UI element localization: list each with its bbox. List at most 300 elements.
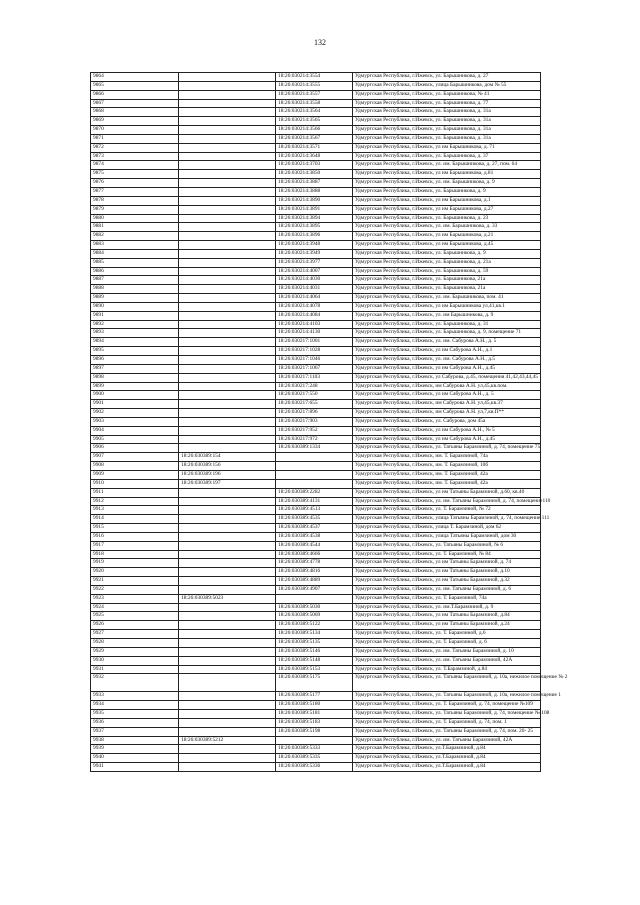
land-cadastral-number-cell bbox=[179, 692, 276, 701]
table-row bbox=[91, 692, 541, 701]
object-cadastral-number-cell: 18:26:030389:5181 bbox=[276, 710, 353, 719]
address-cell: Удмуртская Республика, г.Ижевск, улица Татьяны Барамзиной, д. 74, помещение 111 bbox=[353, 515, 541, 524]
object-cadastral-number-cell: 18:26:030214:4031 bbox=[276, 285, 353, 294]
object-cadastral-number-cell: 18:26:030214:3567 bbox=[276, 134, 353, 143]
land-cadastral-number-cell bbox=[179, 126, 276, 135]
table-row bbox=[91, 400, 541, 409]
address-cell: Удмуртская Республика, г.Ижевск, ул им Барышникова, д.27 bbox=[353, 205, 541, 214]
address-cell: Удмуртская Республика, г.Ижевск, улица Барышникова, дом № 55 bbox=[353, 81, 541, 90]
address-cell: Удмуртская Республика, г.Ижевск, ул.Т.Барамзиной, д.84 bbox=[353, 745, 541, 754]
land-cadastral-number-cell bbox=[179, 329, 276, 338]
object-cadastral-number-cell: 18:26:030389:5198 bbox=[276, 727, 353, 736]
object-cadastral-number-cell: 18:26:030217:1103 bbox=[276, 373, 353, 382]
land-cadastral-number-cell bbox=[179, 187, 276, 196]
land-cadastral-number-cell bbox=[179, 285, 276, 294]
object-cadastral-number-cell: 18:26:030214:3571 bbox=[276, 143, 353, 152]
land-cadastral-number-cell bbox=[179, 674, 276, 692]
row-number-cell: 9877 bbox=[91, 187, 179, 196]
object-cadastral-number-cell: 18:26:030217:550 bbox=[276, 391, 353, 400]
address-cell: Удмуртская Республика, г.Ижевск, ул им Татьяны Барамзиной, д.60, кв.40 bbox=[353, 488, 541, 497]
land-cadastral-number-cell bbox=[179, 73, 276, 82]
registry-table bbox=[90, 72, 568, 772]
land-cadastral-number-cell bbox=[179, 347, 276, 356]
object-cadastral-number-cell: 18:26:030389:5069 bbox=[276, 612, 353, 621]
table-row bbox=[91, 656, 541, 665]
table-row bbox=[91, 108, 541, 117]
table-row bbox=[91, 117, 541, 126]
address-cell: Удмуртская Республика, г.Ижевск, ул. Барышникова, д. 31а bbox=[353, 134, 541, 143]
table-row bbox=[91, 497, 541, 506]
row-number-cell: 9866 bbox=[91, 90, 179, 99]
row-number-cell: 9941 bbox=[91, 763, 179, 772]
address-cell: Удмуртская Республика, г.Ижевск, ул. Т. Барамзиной, № 72 bbox=[353, 506, 541, 515]
address-cell: Удмуртская Республика, г.Ижевск, ул. Барышникова, № 41 bbox=[353, 90, 541, 99]
address-cell: Удмуртская Республика, г.Ижевск, им Сабурова А.Н. ул,45,кв.пом. bbox=[353, 382, 541, 391]
row-number-cell: 9919 bbox=[91, 559, 179, 568]
land-cadastral-number-cell bbox=[179, 356, 276, 365]
address-cell: Удмуртская Республика, г.Ижевск, ул им Татьяны Барамзиной, д.10 bbox=[353, 568, 541, 577]
table-row bbox=[91, 214, 541, 223]
land-cadastral-number-cell bbox=[179, 258, 276, 267]
address-cell: Удмуртская Республика, г.Ижевск, им. Т. Барамзиной, 42а bbox=[353, 470, 541, 479]
row-number-cell: 9888 bbox=[91, 285, 179, 294]
table-row bbox=[91, 196, 541, 205]
land-cadastral-number-cell bbox=[179, 710, 276, 719]
address-cell: Удмуртская Республика, г.Ижевск, им Сабурова А.Н. ул,7,кв.П** bbox=[353, 409, 541, 418]
row-number-cell: 9892 bbox=[91, 320, 179, 329]
object-cadastral-number-cell: 18:26:030389:4513 bbox=[276, 506, 353, 515]
row-number-cell: 9889 bbox=[91, 294, 179, 303]
table-row bbox=[91, 276, 541, 285]
address-cell: Удмуртская Республика, г.Ижевск, ул. Барышникова, д. 59 bbox=[353, 267, 541, 276]
table-row bbox=[91, 347, 541, 356]
row-number-cell: 9925 bbox=[91, 612, 179, 621]
object-cadastral-number-cell: 18:26:030214:4030 bbox=[276, 276, 353, 285]
table-row bbox=[91, 285, 541, 294]
object-cadastral-number-cell: 18:26:030389:4889 bbox=[276, 577, 353, 586]
land-cadastral-number-cell bbox=[179, 444, 276, 453]
page-number: 132 bbox=[314, 38, 326, 47]
row-number-cell: 9926 bbox=[91, 621, 179, 630]
land-cadastral-number-cell: 18:26:030389:154 bbox=[179, 453, 276, 462]
row-number-cell: 9937 bbox=[91, 727, 179, 736]
address-cell: Удмуртская Республика, г.Ижевск, ул. им Барышникова, д. 9 bbox=[353, 311, 541, 320]
row-number-cell: 9868 bbox=[91, 108, 179, 117]
row-number-cell: 9867 bbox=[91, 99, 179, 108]
row-number-cell: 9906 bbox=[91, 444, 179, 453]
table-row bbox=[91, 470, 541, 479]
row-number-cell: 9933 bbox=[91, 692, 179, 701]
table-row bbox=[91, 179, 541, 188]
land-cadastral-number-cell bbox=[179, 524, 276, 533]
table-row bbox=[91, 152, 541, 161]
row-number-cell: 9923 bbox=[91, 594, 179, 603]
object-cadastral-number-cell: 18:26:030389:5153 bbox=[276, 665, 353, 674]
address-cell: Удмуртская Республика, г.Ижевск, ул. Т.Барамзиной, д.84 bbox=[353, 665, 541, 674]
object-cadastral-number-cell bbox=[276, 479, 353, 488]
object-cadastral-number-cell: 18:26:030217:903 bbox=[276, 417, 353, 426]
row-number-cell: 9913 bbox=[91, 506, 179, 515]
table-row bbox=[91, 205, 541, 214]
land-cadastral-number-cell bbox=[179, 90, 276, 99]
object-cadastral-number-cell: 18:26:030214:3887 bbox=[276, 179, 353, 188]
object-cadastral-number-cell: 18:26:030214:3554 bbox=[276, 73, 353, 82]
table-row bbox=[91, 603, 541, 612]
object-cadastral-number-cell: 18:26:030214:4130 bbox=[276, 329, 353, 338]
land-cadastral-number-cell bbox=[179, 585, 276, 594]
address-cell: Удмуртская Республика, г.Ижевск, ул им Сабурова А.Н., д.1 bbox=[353, 347, 541, 356]
table-row bbox=[91, 143, 541, 152]
object-cadastral-number-cell: 18:26:030389:5135 bbox=[276, 639, 353, 648]
land-cadastral-number-cell bbox=[179, 232, 276, 241]
land-cadastral-number-cell bbox=[179, 320, 276, 329]
address-cell: Удмуртская Республика, г.Ижевск, ул. Т. Барамзиной, д. 74, пом. 1 bbox=[353, 718, 541, 727]
land-cadastral-number-cell bbox=[179, 639, 276, 648]
address-cell: Удмуртская Республика, г.Ижевск, им. Т. Барамзиной, 74а bbox=[353, 453, 541, 462]
land-cadastral-number-cell bbox=[179, 152, 276, 161]
table-row bbox=[91, 382, 541, 391]
address-cell: Удмуртская Республика, г.Ижевск, ул. Татьяны Барамзиной, № 6 bbox=[353, 541, 541, 550]
table-row bbox=[91, 479, 541, 488]
table-row bbox=[91, 639, 541, 648]
object-cadastral-number-cell: 18:26:030389:5177 bbox=[276, 692, 353, 701]
address-cell: Удмуртская Республика, г.Ижевск, ул. Татьяны Барамзиной, д. 74, пом. 20- 25 bbox=[353, 727, 541, 736]
row-number-cell: 9902 bbox=[91, 409, 179, 418]
object-cadastral-number-cell: 18:26:030214:3948 bbox=[276, 241, 353, 250]
address-cell: Удмуртская Республика, г.Ижевск, ул. им. Татьяны Барамзиной, д. 10 bbox=[353, 647, 541, 656]
row-number-cell: 9882 bbox=[91, 232, 179, 241]
land-cadastral-number-cell bbox=[179, 143, 276, 152]
address-cell: Удмуртская Республика, г.Ижевск, ул Сабурова, д.45, помещения 41,42,43,44,45 bbox=[353, 373, 541, 382]
row-number-cell: 9904 bbox=[91, 426, 179, 435]
table-row bbox=[91, 161, 541, 170]
land-cadastral-number-cell bbox=[179, 267, 276, 276]
address-cell: Удмуртская Республика, г.Ижевск, ул им Сабурова А.Н., д.45 bbox=[353, 435, 541, 444]
table-row bbox=[91, 99, 541, 108]
object-cadastral-number-cell: 18:26:030214:4078 bbox=[276, 302, 353, 311]
table-row bbox=[91, 630, 541, 639]
row-number-cell: 9918 bbox=[91, 550, 179, 559]
table-row bbox=[91, 302, 541, 311]
row-number-cell: 9915 bbox=[91, 524, 179, 533]
address-cell: Удмуртская Республика, г.Ижевск, им Сабурова А.Н. ул,45,кв.37 bbox=[353, 400, 541, 409]
table-row bbox=[91, 90, 541, 99]
table-row bbox=[91, 745, 541, 754]
row-number-cell: 9898 bbox=[91, 373, 179, 382]
object-cadastral-number-cell: 18:26:030214:3888 bbox=[276, 187, 353, 196]
table-row bbox=[91, 73, 541, 82]
row-number-cell: 9908 bbox=[91, 462, 179, 471]
land-cadastral-number-cell bbox=[179, 488, 276, 497]
land-cadastral-number-cell bbox=[179, 630, 276, 639]
address-cell: Удмуртская Республика, г.Ижевск, ул им Барышникова, д.81 bbox=[353, 170, 541, 179]
row-number-cell: 9914 bbox=[91, 515, 179, 524]
object-cadastral-number-cell: 18:26:030214:3566 bbox=[276, 126, 353, 135]
table-row bbox=[91, 329, 541, 338]
row-number-cell: 9899 bbox=[91, 382, 179, 391]
object-cadastral-number-cell: 18:26:030389:4535 bbox=[276, 515, 353, 524]
land-cadastral-number-cell bbox=[179, 214, 276, 223]
row-number-cell: 9893 bbox=[91, 329, 179, 338]
land-cadastral-number-cell bbox=[179, 294, 276, 303]
row-number-cell: 9927 bbox=[91, 630, 179, 639]
table-row bbox=[91, 541, 541, 550]
table-row bbox=[91, 559, 541, 568]
address-cell: Удмуртская Республика, г.Ижевск, ул. им. Татьяны Барамзиной, д. 6 bbox=[353, 585, 541, 594]
row-number-cell: 9884 bbox=[91, 249, 179, 258]
address-cell: Удмуртская Республика, г.Ижевск, ул. Барышникова, д. 9, помещение 71 bbox=[353, 329, 541, 338]
table-row bbox=[91, 727, 541, 736]
object-cadastral-number-cell: 18:26:030389:5335 bbox=[276, 754, 353, 763]
address-cell: Удмуртская Республика, г.Ижевск, ул. Барышникова, д. 37 bbox=[353, 152, 541, 161]
row-number-cell: 9936 bbox=[91, 718, 179, 727]
address-cell: Удмуртская Республика, г.Ижевск, ул им Татьяны Барамзиной, д.24 bbox=[353, 621, 541, 630]
object-cadastral-number-cell: 18:26:030389:4544 bbox=[276, 541, 353, 550]
address-cell: Удмуртская Республика, г.Ижевск, ул. Барышникова, д. 23 bbox=[353, 214, 541, 223]
row-number-cell: 9922 bbox=[91, 585, 179, 594]
address-cell: Удмуртская Республика, г.Ижевск, ул. Татьяны Барамзиной, д. 74, помещение 75 bbox=[353, 444, 541, 453]
address-cell: Удмуртская Республика, г.Ижевск, ул им Сабурова А.Н., № 5 bbox=[353, 426, 541, 435]
row-number-cell: 9871 bbox=[91, 134, 179, 143]
table-row bbox=[91, 249, 541, 258]
table-row bbox=[91, 612, 541, 621]
object-cadastral-number-cell bbox=[276, 453, 353, 462]
land-cadastral-number-cell bbox=[179, 161, 276, 170]
address-cell: Удмуртская Республика, г.Ижевск, им. Т. Барамзиной, 42а bbox=[353, 479, 541, 488]
table-row bbox=[91, 710, 541, 719]
address-cell: Удмуртская Республика, г.Ижевск, ул. им. Барышникова, д. 27, пом. 64 bbox=[353, 161, 541, 170]
row-number-cell: 9900 bbox=[91, 391, 179, 400]
land-cadastral-number-cell bbox=[179, 541, 276, 550]
row-number-cell: 9940 bbox=[91, 754, 179, 763]
land-cadastral-number-cell bbox=[179, 665, 276, 674]
object-cadastral-number-cell: 18:26:030217:1067 bbox=[276, 364, 353, 373]
table-row bbox=[91, 373, 541, 382]
land-cadastral-number-cell bbox=[179, 417, 276, 426]
table-row bbox=[91, 426, 541, 435]
land-cadastral-number-cell bbox=[179, 559, 276, 568]
object-cadastral-number-cell: 18:26:030217:1028 bbox=[276, 347, 353, 356]
row-number-cell: 9880 bbox=[91, 214, 179, 223]
row-number-cell: 9865 bbox=[91, 81, 179, 90]
land-cadastral-number-cell bbox=[179, 373, 276, 382]
object-cadastral-number-cell bbox=[276, 594, 353, 603]
table-row bbox=[91, 736, 541, 745]
address-cell: Удмуртская Республика, г.Ижевск, ул им Сабурова А.Н., д.45 bbox=[353, 364, 541, 373]
table-row bbox=[91, 488, 541, 497]
registry-table-body bbox=[91, 73, 568, 772]
address-cell: Удмуртская Республика, г.Ижевск, ул им Барышникова ул,41,кв.1 bbox=[353, 302, 541, 311]
land-cadastral-number-cell bbox=[179, 108, 276, 117]
land-cadastral-number-cell bbox=[179, 568, 276, 577]
object-cadastral-number-cell: 18:26:030389:4778 bbox=[276, 559, 353, 568]
object-cadastral-number-cell: 18:26:030389:1334 bbox=[276, 444, 353, 453]
row-number-cell: 9931 bbox=[91, 665, 179, 674]
object-cadastral-number-cell: 18:26:030214:3555 bbox=[276, 81, 353, 90]
row-number-cell: 9894 bbox=[91, 338, 179, 347]
row-number-cell: 9935 bbox=[91, 710, 179, 719]
row-number-cell: 9876 bbox=[91, 179, 179, 188]
address-cell: Удмуртская Республика, г.Ижевск, ул. Барышникова, д. 31а bbox=[353, 126, 541, 135]
table-row bbox=[91, 444, 541, 453]
address-cell: Удмуртская Республика, г.Ижевск, ул. Татьяны Барамзиной, д. 74, помещение № 108 bbox=[353, 710, 541, 719]
land-cadastral-number-cell bbox=[179, 338, 276, 347]
table-row bbox=[91, 594, 541, 603]
row-number-cell: 9929 bbox=[91, 647, 179, 656]
object-cadastral-number-cell: 18:26:030214:3891 bbox=[276, 205, 353, 214]
table-row bbox=[91, 170, 541, 179]
land-cadastral-number-cell bbox=[179, 179, 276, 188]
land-cadastral-number-cell bbox=[179, 400, 276, 409]
table-row bbox=[91, 294, 541, 303]
land-cadastral-number-cell bbox=[179, 311, 276, 320]
address-cell: Удмуртская Республика, г.Ижевск, ул им Татьяны Барамзиной, д. 74 bbox=[353, 559, 541, 568]
table-row bbox=[91, 320, 541, 329]
address-cell: Удмуртская Республика, г.Ижевск, улица Татьяны Барамзиной, дом 30 bbox=[353, 532, 541, 541]
row-number-cell: 9875 bbox=[91, 170, 179, 179]
table-row bbox=[91, 647, 541, 656]
address-cell: Удмуртская Республика, г.Ижевск, ул. Барышникова, д. 9 bbox=[353, 249, 541, 258]
row-number-cell: 9912 bbox=[91, 497, 179, 506]
table-row bbox=[91, 311, 541, 320]
table-row bbox=[91, 232, 541, 241]
object-cadastral-number-cell bbox=[276, 736, 353, 745]
land-cadastral-number-cell: 18:26:030389:196 bbox=[179, 470, 276, 479]
land-cadastral-number-cell bbox=[179, 612, 276, 621]
object-cadastral-number-cell: 18:26:030389:5183 bbox=[276, 718, 353, 727]
row-number-cell: 9886 bbox=[91, 267, 179, 276]
object-cadastral-number-cell: 18:26:030389:4816 bbox=[276, 568, 353, 577]
address-cell: Удмуртская Республика, г.Ижевск, ул. им. Барышникова, пом. 41 bbox=[353, 294, 541, 303]
table-row bbox=[91, 462, 541, 471]
object-cadastral-number-cell: 18:26:030217:248 bbox=[276, 382, 353, 391]
address-cell: Удмуртская Республика, г.Ижевск, ул. Барышникова, д. 21а bbox=[353, 258, 541, 267]
address-cell: Удмуртская Республика, г.Ижевск, ул.Т.Барамзиной, д.84 bbox=[353, 763, 541, 772]
object-cadastral-number-cell: 18:26:030214:3894 bbox=[276, 214, 353, 223]
object-cadastral-number-cell: 18:26:030389:4131 bbox=[276, 497, 353, 506]
object-cadastral-number-cell bbox=[276, 470, 353, 479]
row-number-cell: 9903 bbox=[91, 417, 179, 426]
object-cadastral-number-cell: 18:26:030389:5333 bbox=[276, 745, 353, 754]
row-number-cell: 9887 bbox=[91, 276, 179, 285]
table-row bbox=[91, 187, 541, 196]
land-cadastral-number-cell bbox=[179, 205, 276, 214]
table-row bbox=[91, 506, 541, 515]
table-row bbox=[91, 81, 541, 90]
address-cell: Удмуртская Республика, г.Ижевск, ул. Барышникова, д. 31а bbox=[353, 108, 541, 117]
object-cadastral-number-cell: 18:26:030214:3890 bbox=[276, 196, 353, 205]
land-cadastral-number-cell bbox=[179, 745, 276, 754]
table-row bbox=[91, 258, 541, 267]
land-cadastral-number-cell: 18:26:030389:156 bbox=[179, 462, 276, 471]
row-number-cell: 9934 bbox=[91, 701, 179, 710]
address-cell: Удмуртская Республика, г.Ижевск, улица Т. Барамзиной, дом 62 bbox=[353, 524, 541, 533]
object-cadastral-number-cell: 18:26:030214:3949 bbox=[276, 249, 353, 258]
object-cadastral-number-cell: 18:26:030214:4084 bbox=[276, 311, 353, 320]
object-cadastral-number-cell: 18:26:030217:952 bbox=[276, 426, 353, 435]
table-row bbox=[91, 267, 541, 276]
object-cadastral-number-cell: 18:26:030217:1046 bbox=[276, 356, 353, 365]
object-cadastral-number-cell: 18:26:030214:3896 bbox=[276, 232, 353, 241]
table-row bbox=[91, 453, 541, 462]
object-cadastral-number-cell: 18:26:030214:3977 bbox=[276, 258, 353, 267]
row-number-cell: 9917 bbox=[91, 541, 179, 550]
table-row bbox=[91, 126, 541, 135]
object-cadastral-number-cell: 18:26:030389:4537 bbox=[276, 524, 353, 533]
object-cadastral-number-cell: 18:26:030389:5336 bbox=[276, 763, 353, 772]
table-row bbox=[91, 134, 541, 143]
object-cadastral-number-cell: 18:26:030389:4666 bbox=[276, 550, 353, 559]
address-cell: Удмуртская Республика, г.Ижевск, ул. Сабурова, дом 45а bbox=[353, 417, 541, 426]
object-cadastral-number-cell: 18:26:030214:3558 bbox=[276, 99, 353, 108]
row-number-cell: 9895 bbox=[91, 347, 179, 356]
object-cadastral-number-cell: 18:26:030214:4007 bbox=[276, 267, 353, 276]
object-cadastral-number-cell: 18:26:030217:896 bbox=[276, 409, 353, 418]
table-row bbox=[91, 417, 541, 426]
land-cadastral-number-cell: 18:26:030389:197 bbox=[179, 479, 276, 488]
object-cadastral-number-cell: 18:26:030214:3557 bbox=[276, 90, 353, 99]
table-row bbox=[91, 409, 541, 418]
table-row bbox=[91, 524, 541, 533]
land-cadastral-number-cell bbox=[179, 99, 276, 108]
address-cell: Удмуртская Республика, г.Ижевск, ул. Т. Барамзиной, 74а bbox=[353, 594, 541, 603]
row-number-cell: 9924 bbox=[91, 603, 179, 612]
row-number-cell: 9901 bbox=[91, 400, 179, 409]
address-cell: Удмуртская Республика, г.Ижевск, ул им Сабурова А.Н., д. 5 bbox=[353, 391, 541, 400]
row-number-cell: 9872 bbox=[91, 143, 179, 152]
row-number-cell: 9938 bbox=[91, 736, 179, 745]
land-cadastral-number-cell bbox=[179, 550, 276, 559]
address-cell: Удмуртская Республика, г.Ижевск, ул. Барышникова, д. 9 bbox=[353, 187, 541, 196]
address-cell: Удмуртская Республика, г.Ижевск, ул. Барышникова, 21а bbox=[353, 276, 541, 285]
address-cell: Удмуртская Республика, г.Ижевск, ул. им. Сабурова А.Н., д. 5 bbox=[353, 338, 541, 347]
address-cell: Удмуртская Республика, г.Ижевск, ул им Татьяны Барамзиной, д.32 bbox=[353, 577, 541, 586]
address-cell: Удмуртская Республика, г.Ижевск, ул. им.Т.Барамзиной, д. 9 bbox=[353, 603, 541, 612]
object-cadastral-number-cell: 18:26:030214:3703 bbox=[276, 161, 353, 170]
land-cadastral-number-cell bbox=[179, 276, 276, 285]
row-number-cell: 9878 bbox=[91, 196, 179, 205]
row-number-cell: 9883 bbox=[91, 241, 179, 250]
table-row bbox=[91, 391, 541, 400]
address-cell: Удмуртская Республика, г.Ижевск, ул. им. Барышникова, д. 33 bbox=[353, 223, 541, 232]
row-number-cell: 9921 bbox=[91, 577, 179, 586]
land-cadastral-number-cell bbox=[179, 134, 276, 143]
land-cadastral-number-cell bbox=[179, 497, 276, 506]
row-number-cell: 9870 bbox=[91, 126, 179, 135]
land-cadastral-number-cell bbox=[179, 763, 276, 772]
table-row bbox=[91, 701, 541, 710]
land-cadastral-number-cell bbox=[179, 170, 276, 179]
land-cadastral-number-cell bbox=[179, 754, 276, 763]
land-cadastral-number-cell bbox=[179, 718, 276, 727]
table-row bbox=[91, 435, 541, 444]
land-cadastral-number-cell bbox=[179, 409, 276, 418]
table-row bbox=[91, 223, 541, 232]
object-cadastral-number-cell: 18:26:030389:2282 bbox=[276, 488, 353, 497]
table-row bbox=[91, 356, 541, 365]
object-cadastral-number-cell: 18:26:030214:3564 bbox=[276, 108, 353, 117]
object-cadastral-number-cell: 18:26:030389:4907 bbox=[276, 585, 353, 594]
row-number-cell: 9939 bbox=[91, 745, 179, 754]
land-cadastral-number-cell bbox=[179, 532, 276, 541]
land-cadastral-number-cell bbox=[179, 506, 276, 515]
row-number-cell: 9930 bbox=[91, 656, 179, 665]
address-cell: Удмуртская Республика, г.Ижевск, ул. им. Барышникова, д. 9 bbox=[353, 179, 541, 188]
land-cadastral-number-cell bbox=[179, 249, 276, 258]
address-cell: Удмуртская Республика, г.Ижевск, ул им Барышникова, д.45 bbox=[353, 241, 541, 250]
row-number-cell: 9897 bbox=[91, 364, 179, 373]
object-cadastral-number-cell: 18:26:030389:4538 bbox=[276, 532, 353, 541]
